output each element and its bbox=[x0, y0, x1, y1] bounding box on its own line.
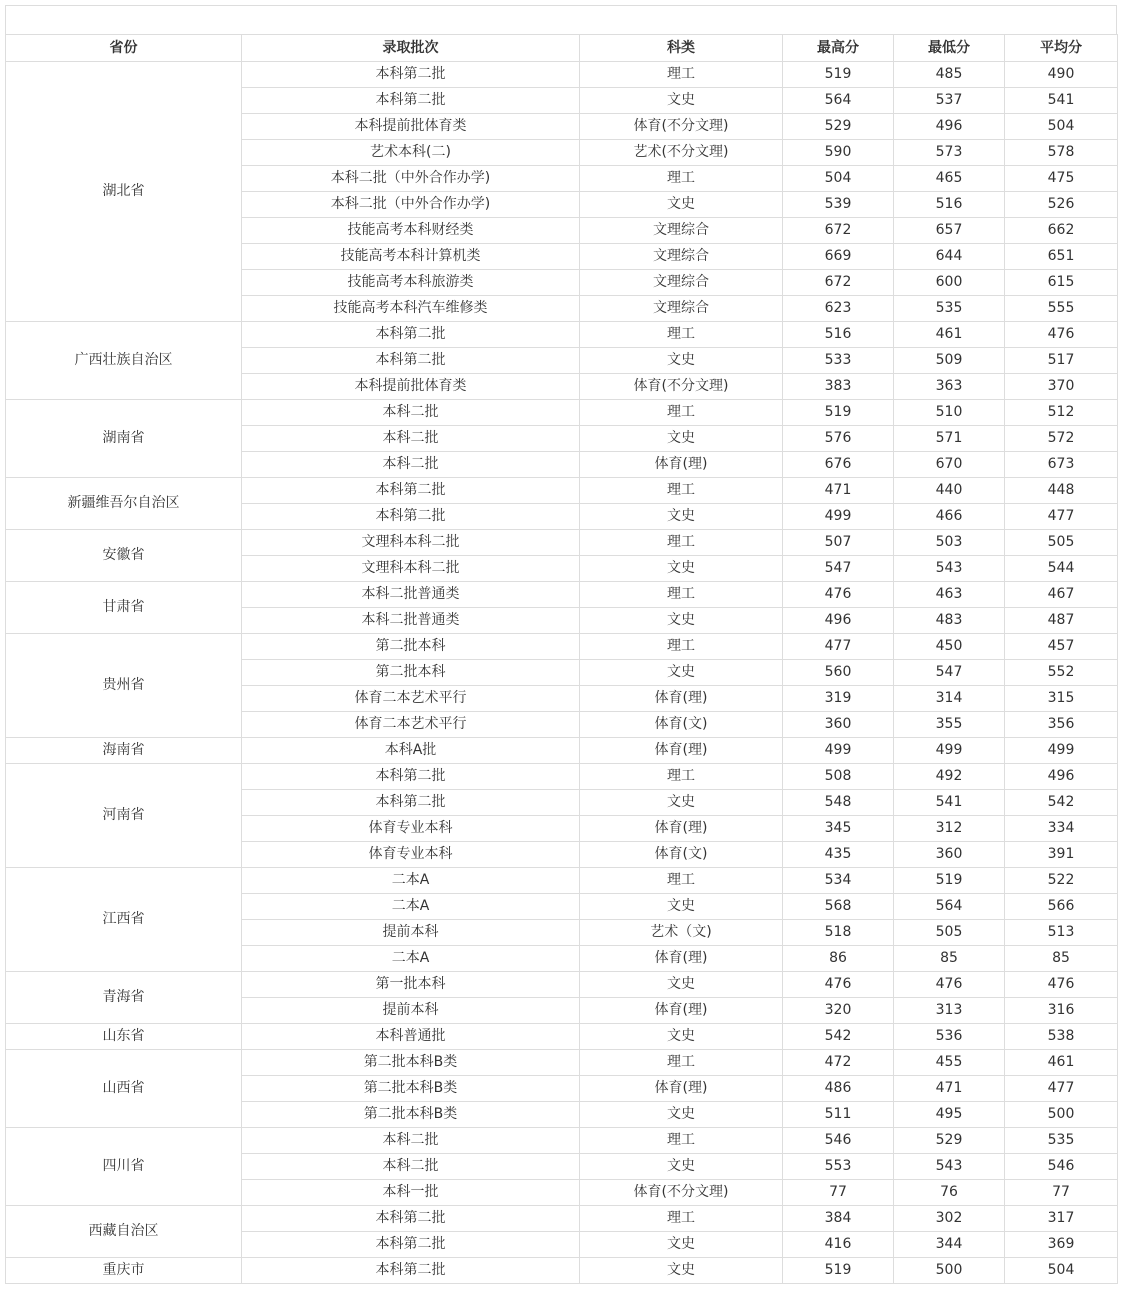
max-score-cell: 511 bbox=[783, 1102, 894, 1128]
max-score-cell: 435 bbox=[783, 842, 894, 868]
min-score-cell: 344 bbox=[894, 1232, 1005, 1258]
subject-cell: 理工 bbox=[580, 478, 783, 504]
max-score-cell: 553 bbox=[783, 1154, 894, 1180]
avg-score-cell: 369 bbox=[1005, 1232, 1118, 1258]
min-score-cell: 503 bbox=[894, 530, 1005, 556]
max-score-cell: 320 bbox=[783, 998, 894, 1024]
subject-cell: 文史 bbox=[580, 426, 783, 452]
max-score-cell: 560 bbox=[783, 660, 894, 686]
max-score-cell: 590 bbox=[783, 140, 894, 166]
min-score-cell: 483 bbox=[894, 608, 1005, 634]
max-score-cell: 486 bbox=[783, 1076, 894, 1102]
batch-cell: 第一批本科 bbox=[242, 972, 580, 998]
subject-cell: 文史 bbox=[580, 504, 783, 530]
subject-cell: 文理综合 bbox=[580, 270, 783, 296]
min-score-cell: 541 bbox=[894, 790, 1005, 816]
subject-cell: 文史 bbox=[580, 192, 783, 218]
table-row bbox=[6, 62, 1118, 88]
avg-score-cell: 499 bbox=[1005, 738, 1118, 764]
min-score-cell: 466 bbox=[894, 504, 1005, 530]
max-score-cell: 508 bbox=[783, 764, 894, 790]
min-score-cell: 509 bbox=[894, 348, 1005, 374]
avg-score-cell: 572 bbox=[1005, 426, 1118, 452]
subject-cell: 体育(文) bbox=[580, 842, 783, 868]
batch-cell: 本科第二批 bbox=[242, 478, 580, 504]
subject-cell: 文史 bbox=[580, 1154, 783, 1180]
batch-cell: 本科第二批 bbox=[242, 764, 580, 790]
province-cell: 贵州省 bbox=[6, 634, 242, 738]
max-score-cell: 477 bbox=[783, 634, 894, 660]
min-score-cell: 312 bbox=[894, 816, 1005, 842]
max-score-cell: 476 bbox=[783, 972, 894, 998]
max-score-cell: 471 bbox=[783, 478, 894, 504]
subject-cell: 艺术（文) bbox=[580, 920, 783, 946]
max-score-cell: 519 bbox=[783, 400, 894, 426]
subject-cell: 体育(文) bbox=[580, 712, 783, 738]
province-cell: 广西壮族自治区 bbox=[6, 322, 242, 400]
avg-score-cell: 77 bbox=[1005, 1180, 1118, 1206]
table-row bbox=[6, 322, 1118, 348]
batch-cell: 艺术本科(二) bbox=[242, 140, 580, 166]
table-caption-blank bbox=[5, 5, 1117, 34]
batch-cell: 二本A bbox=[242, 894, 580, 920]
min-score-cell: 355 bbox=[894, 712, 1005, 738]
subject-cell: 文史 bbox=[580, 348, 783, 374]
min-score-cell: 471 bbox=[894, 1076, 1005, 1102]
subject-cell: 文史 bbox=[580, 972, 783, 998]
subject-cell: 理工 bbox=[580, 1128, 783, 1154]
table-row bbox=[6, 582, 1118, 608]
max-score-cell: 533 bbox=[783, 348, 894, 374]
header-subject: 科类 bbox=[580, 35, 783, 62]
max-score-cell: 576 bbox=[783, 426, 894, 452]
min-score-cell: 360 bbox=[894, 842, 1005, 868]
avg-score-cell: 542 bbox=[1005, 790, 1118, 816]
min-score-cell: 543 bbox=[894, 1154, 1005, 1180]
avg-score-cell: 552 bbox=[1005, 660, 1118, 686]
min-score-cell: 495 bbox=[894, 1102, 1005, 1128]
subject-cell: 体育(理) bbox=[580, 452, 783, 478]
min-score-cell: 76 bbox=[894, 1180, 1005, 1206]
batch-cell: 本科第二批 bbox=[242, 322, 580, 348]
subject-cell: 文史 bbox=[580, 88, 783, 114]
header-max-score: 最高分 bbox=[783, 35, 894, 62]
avg-score-cell: 477 bbox=[1005, 504, 1118, 530]
min-score-cell: 302 bbox=[894, 1206, 1005, 1232]
avg-score-cell: 615 bbox=[1005, 270, 1118, 296]
batch-cell: 第二批本科B类 bbox=[242, 1102, 580, 1128]
header-province: 省份 bbox=[6, 35, 242, 62]
subject-cell: 理工 bbox=[580, 582, 783, 608]
min-score-cell: 670 bbox=[894, 452, 1005, 478]
batch-cell: 第二批本科B类 bbox=[242, 1050, 580, 1076]
province-cell: 山西省 bbox=[6, 1050, 242, 1128]
batch-cell: 本科A批 bbox=[242, 738, 580, 764]
batch-cell: 本科一批 bbox=[242, 1180, 580, 1206]
max-score-cell: 564 bbox=[783, 88, 894, 114]
province-cell: 安徽省 bbox=[6, 530, 242, 582]
avg-score-cell: 513 bbox=[1005, 920, 1118, 946]
subject-cell: 理工 bbox=[580, 764, 783, 790]
batch-cell: 第二批本科 bbox=[242, 660, 580, 686]
batch-cell: 本科二批（中外合作办学) bbox=[242, 192, 580, 218]
max-score-cell: 383 bbox=[783, 374, 894, 400]
min-score-cell: 485 bbox=[894, 62, 1005, 88]
avg-score-cell: 544 bbox=[1005, 556, 1118, 582]
batch-cell: 本科二批普通类 bbox=[242, 582, 580, 608]
avg-score-cell: 500 bbox=[1005, 1102, 1118, 1128]
avg-score-cell: 487 bbox=[1005, 608, 1118, 634]
min-score-cell: 440 bbox=[894, 478, 1005, 504]
avg-score-cell: 476 bbox=[1005, 972, 1118, 998]
batch-cell: 本科第二批 bbox=[242, 790, 580, 816]
min-score-cell: 543 bbox=[894, 556, 1005, 582]
admission-score-table bbox=[5, 34, 1118, 1284]
subject-cell: 理工 bbox=[580, 400, 783, 426]
avg-score-cell: 461 bbox=[1005, 1050, 1118, 1076]
avg-score-cell: 541 bbox=[1005, 88, 1118, 114]
min-score-cell: 313 bbox=[894, 998, 1005, 1024]
subject-cell: 理工 bbox=[580, 530, 783, 556]
subject-cell: 文史 bbox=[580, 790, 783, 816]
table-row bbox=[6, 1050, 1118, 1076]
subject-cell: 文史 bbox=[580, 1232, 783, 1258]
table-row bbox=[6, 972, 1118, 998]
max-score-cell: 499 bbox=[783, 504, 894, 530]
table-row bbox=[6, 1258, 1118, 1284]
header-min-score: 最低分 bbox=[894, 35, 1005, 62]
batch-cell: 技能高考本科旅游类 bbox=[242, 270, 580, 296]
avg-score-cell: 457 bbox=[1005, 634, 1118, 660]
batch-cell: 本科第二批 bbox=[242, 1232, 580, 1258]
max-score-cell: 384 bbox=[783, 1206, 894, 1232]
batch-cell: 本科第二批 bbox=[242, 348, 580, 374]
max-score-cell: 529 bbox=[783, 114, 894, 140]
max-score-cell: 568 bbox=[783, 894, 894, 920]
table-row bbox=[6, 1206, 1118, 1232]
subject-cell: 体育(不分文理) bbox=[580, 114, 783, 140]
max-score-cell: 546 bbox=[783, 1128, 894, 1154]
max-score-cell: 542 bbox=[783, 1024, 894, 1050]
max-score-cell: 476 bbox=[783, 582, 894, 608]
min-score-cell: 85 bbox=[894, 946, 1005, 972]
subject-cell: 体育(不分文理) bbox=[580, 374, 783, 400]
header-batch: 录取批次 bbox=[242, 35, 580, 62]
avg-score-cell: 504 bbox=[1005, 1258, 1118, 1284]
batch-cell: 提前本科 bbox=[242, 920, 580, 946]
avg-score-cell: 651 bbox=[1005, 244, 1118, 270]
batch-cell: 提前本科 bbox=[242, 998, 580, 1024]
avg-score-cell: 496 bbox=[1005, 764, 1118, 790]
avg-score-cell: 555 bbox=[1005, 296, 1118, 322]
avg-score-cell: 538 bbox=[1005, 1024, 1118, 1050]
max-score-cell: 345 bbox=[783, 816, 894, 842]
avg-score-cell: 566 bbox=[1005, 894, 1118, 920]
avg-score-cell: 517 bbox=[1005, 348, 1118, 374]
min-score-cell: 644 bbox=[894, 244, 1005, 270]
max-score-cell: 472 bbox=[783, 1050, 894, 1076]
subject-cell: 文理综合 bbox=[580, 244, 783, 270]
max-score-cell: 539 bbox=[783, 192, 894, 218]
province-cell: 海南省 bbox=[6, 738, 242, 764]
subject-cell: 文史 bbox=[580, 556, 783, 582]
avg-score-cell: 316 bbox=[1005, 998, 1118, 1024]
subject-cell: 体育(理) bbox=[580, 946, 783, 972]
batch-cell: 体育二本艺术平行 bbox=[242, 686, 580, 712]
province-cell: 河南省 bbox=[6, 764, 242, 868]
avg-score-cell: 317 bbox=[1005, 1206, 1118, 1232]
avg-score-cell: 673 bbox=[1005, 452, 1118, 478]
table-row bbox=[6, 1128, 1118, 1154]
batch-cell: 体育专业本科 bbox=[242, 816, 580, 842]
subject-cell: 体育(理) bbox=[580, 738, 783, 764]
max-score-cell: 548 bbox=[783, 790, 894, 816]
table-row bbox=[6, 764, 1118, 790]
max-score-cell: 499 bbox=[783, 738, 894, 764]
table-row bbox=[6, 868, 1118, 894]
max-score-cell: 676 bbox=[783, 452, 894, 478]
province-cell: 甘肃省 bbox=[6, 582, 242, 634]
avg-score-cell: 467 bbox=[1005, 582, 1118, 608]
max-score-cell: 516 bbox=[783, 322, 894, 348]
batch-cell: 技能高考本科汽车维修类 bbox=[242, 296, 580, 322]
min-score-cell: 510 bbox=[894, 400, 1005, 426]
min-score-cell: 505 bbox=[894, 920, 1005, 946]
avg-score-cell: 504 bbox=[1005, 114, 1118, 140]
table-row bbox=[6, 1024, 1118, 1050]
avg-score-cell: 391 bbox=[1005, 842, 1118, 868]
subject-cell: 文理综合 bbox=[580, 296, 783, 322]
max-score-cell: 496 bbox=[783, 608, 894, 634]
batch-cell: 本科二批 bbox=[242, 452, 580, 478]
min-score-cell: 516 bbox=[894, 192, 1005, 218]
avg-score-cell: 505 bbox=[1005, 530, 1118, 556]
min-score-cell: 547 bbox=[894, 660, 1005, 686]
batch-cell: 第二批本科B类 bbox=[242, 1076, 580, 1102]
table-row bbox=[6, 478, 1118, 504]
batch-cell: 文理科本科二批 bbox=[242, 530, 580, 556]
min-score-cell: 529 bbox=[894, 1128, 1005, 1154]
table-row bbox=[6, 530, 1118, 556]
province-cell: 新疆维吾尔自治区 bbox=[6, 478, 242, 530]
subject-cell: 体育(理) bbox=[580, 816, 783, 842]
subject-cell: 理工 bbox=[580, 868, 783, 894]
province-cell: 四川省 bbox=[6, 1128, 242, 1206]
table-row bbox=[6, 400, 1118, 426]
max-score-cell: 416 bbox=[783, 1232, 894, 1258]
province-cell: 重庆市 bbox=[6, 1258, 242, 1284]
avg-score-cell: 490 bbox=[1005, 62, 1118, 88]
subject-cell: 理工 bbox=[580, 634, 783, 660]
min-score-cell: 519 bbox=[894, 868, 1005, 894]
batch-cell: 本科二批普通类 bbox=[242, 608, 580, 634]
min-score-cell: 564 bbox=[894, 894, 1005, 920]
batch-cell: 文理科本科二批 bbox=[242, 556, 580, 582]
max-score-cell: 534 bbox=[783, 868, 894, 894]
batch-cell: 本科第二批 bbox=[242, 88, 580, 114]
subject-cell: 理工 bbox=[580, 322, 783, 348]
batch-cell: 本科二批（中外合作办学) bbox=[242, 166, 580, 192]
batch-cell: 二本A bbox=[242, 946, 580, 972]
max-score-cell: 672 bbox=[783, 218, 894, 244]
avg-score-cell: 334 bbox=[1005, 816, 1118, 842]
subject-cell: 文史 bbox=[580, 608, 783, 634]
avg-score-cell: 370 bbox=[1005, 374, 1118, 400]
min-score-cell: 537 bbox=[894, 88, 1005, 114]
province-cell: 青海省 bbox=[6, 972, 242, 1024]
max-score-cell: 547 bbox=[783, 556, 894, 582]
batch-cell: 本科二批 bbox=[242, 400, 580, 426]
max-score-cell: 519 bbox=[783, 62, 894, 88]
max-score-cell: 86 bbox=[783, 946, 894, 972]
batch-cell: 本科第二批 bbox=[242, 62, 580, 88]
avg-score-cell: 476 bbox=[1005, 322, 1118, 348]
batch-cell: 本科第二批 bbox=[242, 1258, 580, 1284]
batch-cell: 本科提前批体育类 bbox=[242, 114, 580, 140]
min-score-cell: 461 bbox=[894, 322, 1005, 348]
min-score-cell: 465 bbox=[894, 166, 1005, 192]
subject-cell: 文史 bbox=[580, 1024, 783, 1050]
max-score-cell: 504 bbox=[783, 166, 894, 192]
table-body bbox=[6, 62, 1118, 1284]
province-cell: 江西省 bbox=[6, 868, 242, 972]
subject-cell: 体育(理) bbox=[580, 998, 783, 1024]
header-avg-score: 平均分 bbox=[1005, 35, 1118, 62]
min-score-cell: 657 bbox=[894, 218, 1005, 244]
batch-cell: 技能高考本科财经类 bbox=[242, 218, 580, 244]
batch-cell: 体育二本艺术平行 bbox=[242, 712, 580, 738]
batch-cell: 本科第二批 bbox=[242, 504, 580, 530]
min-score-cell: 536 bbox=[894, 1024, 1005, 1050]
subject-cell: 文史 bbox=[580, 1102, 783, 1128]
min-score-cell: 600 bbox=[894, 270, 1005, 296]
avg-score-cell: 512 bbox=[1005, 400, 1118, 426]
max-score-cell: 507 bbox=[783, 530, 894, 556]
avg-score-cell: 578 bbox=[1005, 140, 1118, 166]
min-score-cell: 492 bbox=[894, 764, 1005, 790]
header-row bbox=[6, 35, 1118, 62]
batch-cell: 本科提前批体育类 bbox=[242, 374, 580, 400]
min-score-cell: 500 bbox=[894, 1258, 1005, 1284]
subject-cell: 理工 bbox=[580, 62, 783, 88]
province-cell: 山东省 bbox=[6, 1024, 242, 1050]
avg-score-cell: 522 bbox=[1005, 868, 1118, 894]
max-score-cell: 669 bbox=[783, 244, 894, 270]
batch-cell: 第二批本科 bbox=[242, 634, 580, 660]
max-score-cell: 518 bbox=[783, 920, 894, 946]
avg-score-cell: 526 bbox=[1005, 192, 1118, 218]
avg-score-cell: 475 bbox=[1005, 166, 1118, 192]
batch-cell: 体育专业本科 bbox=[242, 842, 580, 868]
avg-score-cell: 546 bbox=[1005, 1154, 1118, 1180]
subject-cell: 体育(理) bbox=[580, 686, 783, 712]
max-score-cell: 519 bbox=[783, 1258, 894, 1284]
min-score-cell: 571 bbox=[894, 426, 1005, 452]
max-score-cell: 360 bbox=[783, 712, 894, 738]
avg-score-cell: 356 bbox=[1005, 712, 1118, 738]
avg-score-cell: 85 bbox=[1005, 946, 1118, 972]
table-row bbox=[6, 634, 1118, 660]
min-score-cell: 363 bbox=[894, 374, 1005, 400]
subject-cell: 体育(不分文理) bbox=[580, 1180, 783, 1206]
batch-cell: 二本A bbox=[242, 868, 580, 894]
min-score-cell: 314 bbox=[894, 686, 1005, 712]
batch-cell: 本科二批 bbox=[242, 1154, 580, 1180]
avg-score-cell: 315 bbox=[1005, 686, 1118, 712]
subject-cell: 艺术(不分文理) bbox=[580, 140, 783, 166]
batch-cell: 技能高考本科计算机类 bbox=[242, 244, 580, 270]
min-score-cell: 476 bbox=[894, 972, 1005, 998]
subject-cell: 文史 bbox=[580, 894, 783, 920]
avg-score-cell: 662 bbox=[1005, 218, 1118, 244]
batch-cell: 本科二批 bbox=[242, 426, 580, 452]
min-score-cell: 499 bbox=[894, 738, 1005, 764]
avg-score-cell: 448 bbox=[1005, 478, 1118, 504]
min-score-cell: 573 bbox=[894, 140, 1005, 166]
max-score-cell: 319 bbox=[783, 686, 894, 712]
subject-cell: 理工 bbox=[580, 1206, 783, 1232]
avg-score-cell: 535 bbox=[1005, 1128, 1118, 1154]
subject-cell: 文史 bbox=[580, 660, 783, 686]
batch-cell: 本科第二批 bbox=[242, 1206, 580, 1232]
max-score-cell: 623 bbox=[783, 296, 894, 322]
score-table-container bbox=[5, 5, 1117, 1284]
subject-cell: 理工 bbox=[580, 1050, 783, 1076]
province-cell: 湖南省 bbox=[6, 400, 242, 478]
avg-score-cell: 477 bbox=[1005, 1076, 1118, 1102]
max-score-cell: 672 bbox=[783, 270, 894, 296]
province-cell: 湖北省 bbox=[6, 62, 242, 322]
min-score-cell: 463 bbox=[894, 582, 1005, 608]
subject-cell: 文理综合 bbox=[580, 218, 783, 244]
batch-cell: 本科二批 bbox=[242, 1128, 580, 1154]
max-score-cell: 77 bbox=[783, 1180, 894, 1206]
batch-cell: 本科普通批 bbox=[242, 1024, 580, 1050]
province-cell: 西藏自治区 bbox=[6, 1206, 242, 1258]
subject-cell: 文史 bbox=[580, 1258, 783, 1284]
subject-cell: 理工 bbox=[580, 166, 783, 192]
min-score-cell: 496 bbox=[894, 114, 1005, 140]
subject-cell: 体育(理) bbox=[580, 1076, 783, 1102]
min-score-cell: 455 bbox=[894, 1050, 1005, 1076]
table-row bbox=[6, 738, 1118, 764]
min-score-cell: 450 bbox=[894, 634, 1005, 660]
min-score-cell: 535 bbox=[894, 296, 1005, 322]
